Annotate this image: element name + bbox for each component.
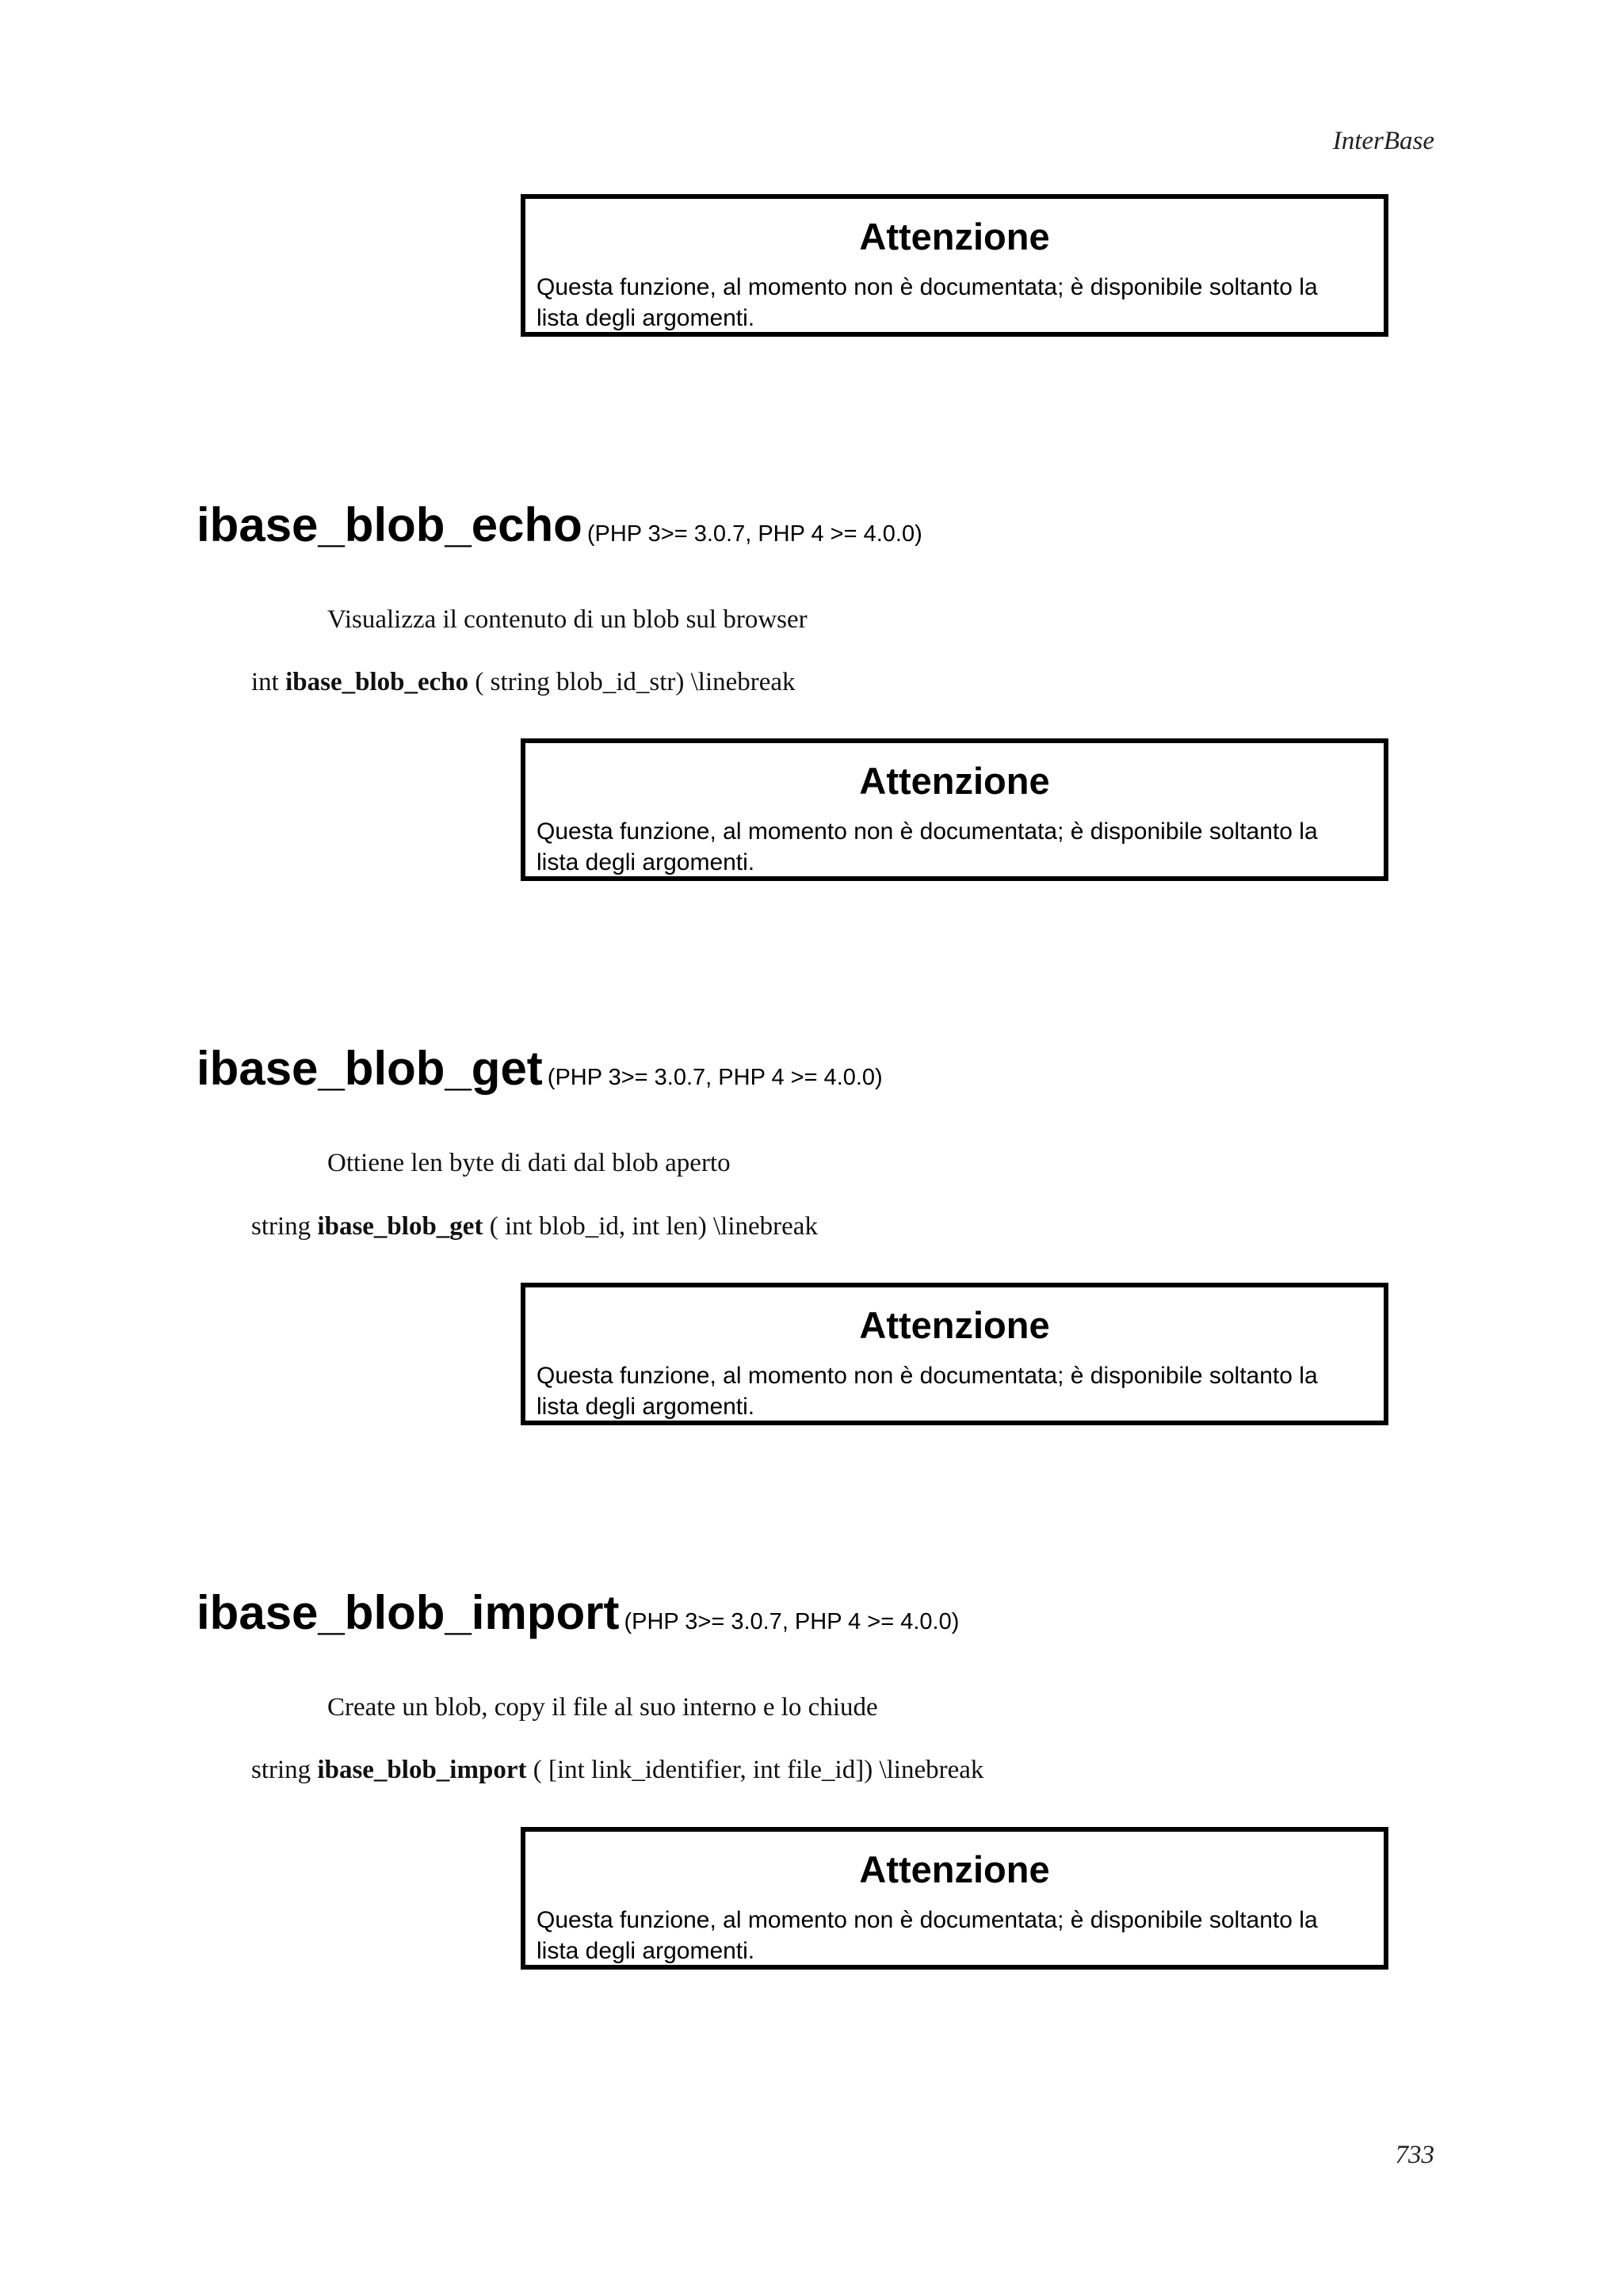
warning-box [521,194,1388,337]
warning-text: Questa funzione, al momento non è documentata; è disponibile soltanto la lista degli argomenti. [537,1363,1318,1420]
warning-title: Attenzione [859,215,1050,257]
return-type: string [251,1212,311,1241]
parameters: ( string blob_id_str) \linebreak [475,668,796,696]
function-version: (PHP 3>= 3.0.7, PHP 4 >= 4.0.0) [586,521,922,547]
function-name: ibase_blob_echo [197,498,582,551]
function-name: ibase_blob_import [197,1586,620,1639]
running-header: InterBase [1332,127,1434,155]
synopsis-function-name: ibase_blob_import [317,1756,527,1784]
function-description: Create un blob, copy il file al suo interno e lo chiude [327,1693,878,1722]
function-name: ibase_blob_get [197,1042,543,1095]
warning-text: Questa funzione, al momento non è documentata; è disponibile soltanto la lista degli argomenti. [537,818,1318,875]
function-heading [197,1041,883,1096]
function-description: Ottiene len byte di dati dal blob aperto [327,1149,731,1177]
page-number: 733 [1395,2141,1434,2169]
function-synopsis [251,1756,983,1785]
warning-title: Attenzione [859,1848,1050,1890]
parameters: ( [int link_identifier, int file_id]) \linebreak [533,1756,984,1784]
warning-title: Attenzione [859,760,1050,802]
return-type: int [251,668,279,696]
synopsis-function-name: ibase_blob_get [317,1212,483,1241]
warning-text: Questa funzione, al momento non è documentata; è disponibile soltanto la lista degli argomenti. [537,1907,1318,1964]
function-version: (PHP 3>= 3.0.7, PHP 4 >= 4.0.0) [624,1609,960,1634]
warning-box [521,738,1388,881]
function-synopsis [251,1212,818,1241]
warning-box [521,1283,1388,1425]
function-synopsis [251,668,796,697]
return-type: string [251,1756,311,1784]
synopsis-function-name: ibase_blob_echo [285,668,469,696]
warning-title: Attenzione [859,1304,1050,1346]
function-version: (PHP 3>= 3.0.7, PHP 4 >= 4.0.0) [547,1065,883,1090]
warning-box [521,1827,1388,1970]
function-description: Visualizza il contenuto di un blob sul browser [327,605,808,634]
warning-text: Questa funzione, al momento non è documentata; è disponibile soltanto la lista degli argomenti. [537,274,1318,331]
parameters: ( int blob_id, int len) \linebreak [489,1212,818,1241]
function-heading [197,498,922,552]
function-heading [197,1585,959,1640]
